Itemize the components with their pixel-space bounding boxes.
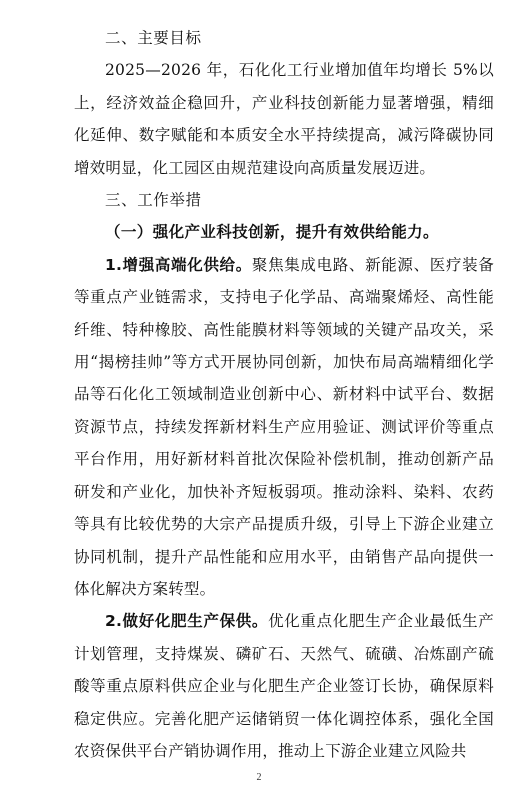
section-heading-work-measures: 三、工作举措 xyxy=(105,191,202,210)
item-body-fertilizer-supply: 优化重点化肥生产企业最低生产计划管理，支持煤炭、磷矿石、天然气、硫磺、冶炼副产硫酸等重点原料供应企业与化肥生产企业签订长协，确保原料稳定供应。完善化肥产运储销贸一体化调控体系，强化全国农资保供平台产销协调作用，推动上下游企业建立风险共 xyxy=(74,612,494,760)
paragraph-high-end-supply xyxy=(74,249,494,605)
item-body-high-end-supply: 聚焦集成电路、新能源、医疗装备等重点产业链需求，支持电子化学品、高端聚烯烃、高性能纤维、特种橡胶、高性能膜材料等领域的关键产品攻关，采用“揭榜挂帅”等方式开展协同创新，加快布局高端精细化学品等石化化工领域制造业创新中心、新材料中试平台、数据资源节点，持续发挥新材料生产应用验证、测试评价等重点平台作用，用好新材料首批次保险补偿机制，推动创新产品研发和产业化，加快补齐短板弱项。推动涂料、染料、农药等具有比较优势的大宗产品提质升级，引导上下游企业建立协同机制，提升产品性能和应用水平，由销售产品向提供一体化解决方案转型。 xyxy=(74,255,494,598)
page-number: 2 xyxy=(256,772,262,783)
document-body xyxy=(74,22,494,767)
item-lead-fertilizer-supply: 2.做好化肥生产保供。 xyxy=(105,612,269,631)
item-lead-high-end-supply: 1.增强高端化供给。 xyxy=(105,255,252,274)
paragraph-fertilizer-supply xyxy=(74,605,494,767)
subsection-heading-innovation: （一）强化产业科技创新，提升有效供给能力。 xyxy=(105,222,439,242)
paragraph-main-goals: 2025—2026 年，石化化工行业增加值年均增长 5%以上，经济效益企稳回升，产业科技创新能力显著增强，精细化延伸、数字赋能和本质安全水平持续提高，减污降碳协同增效明显，化工园区由规范建设向高质量发展迈进。 xyxy=(74,61,494,177)
section-heading-main-goals: 二、主要目标 xyxy=(105,29,202,47)
